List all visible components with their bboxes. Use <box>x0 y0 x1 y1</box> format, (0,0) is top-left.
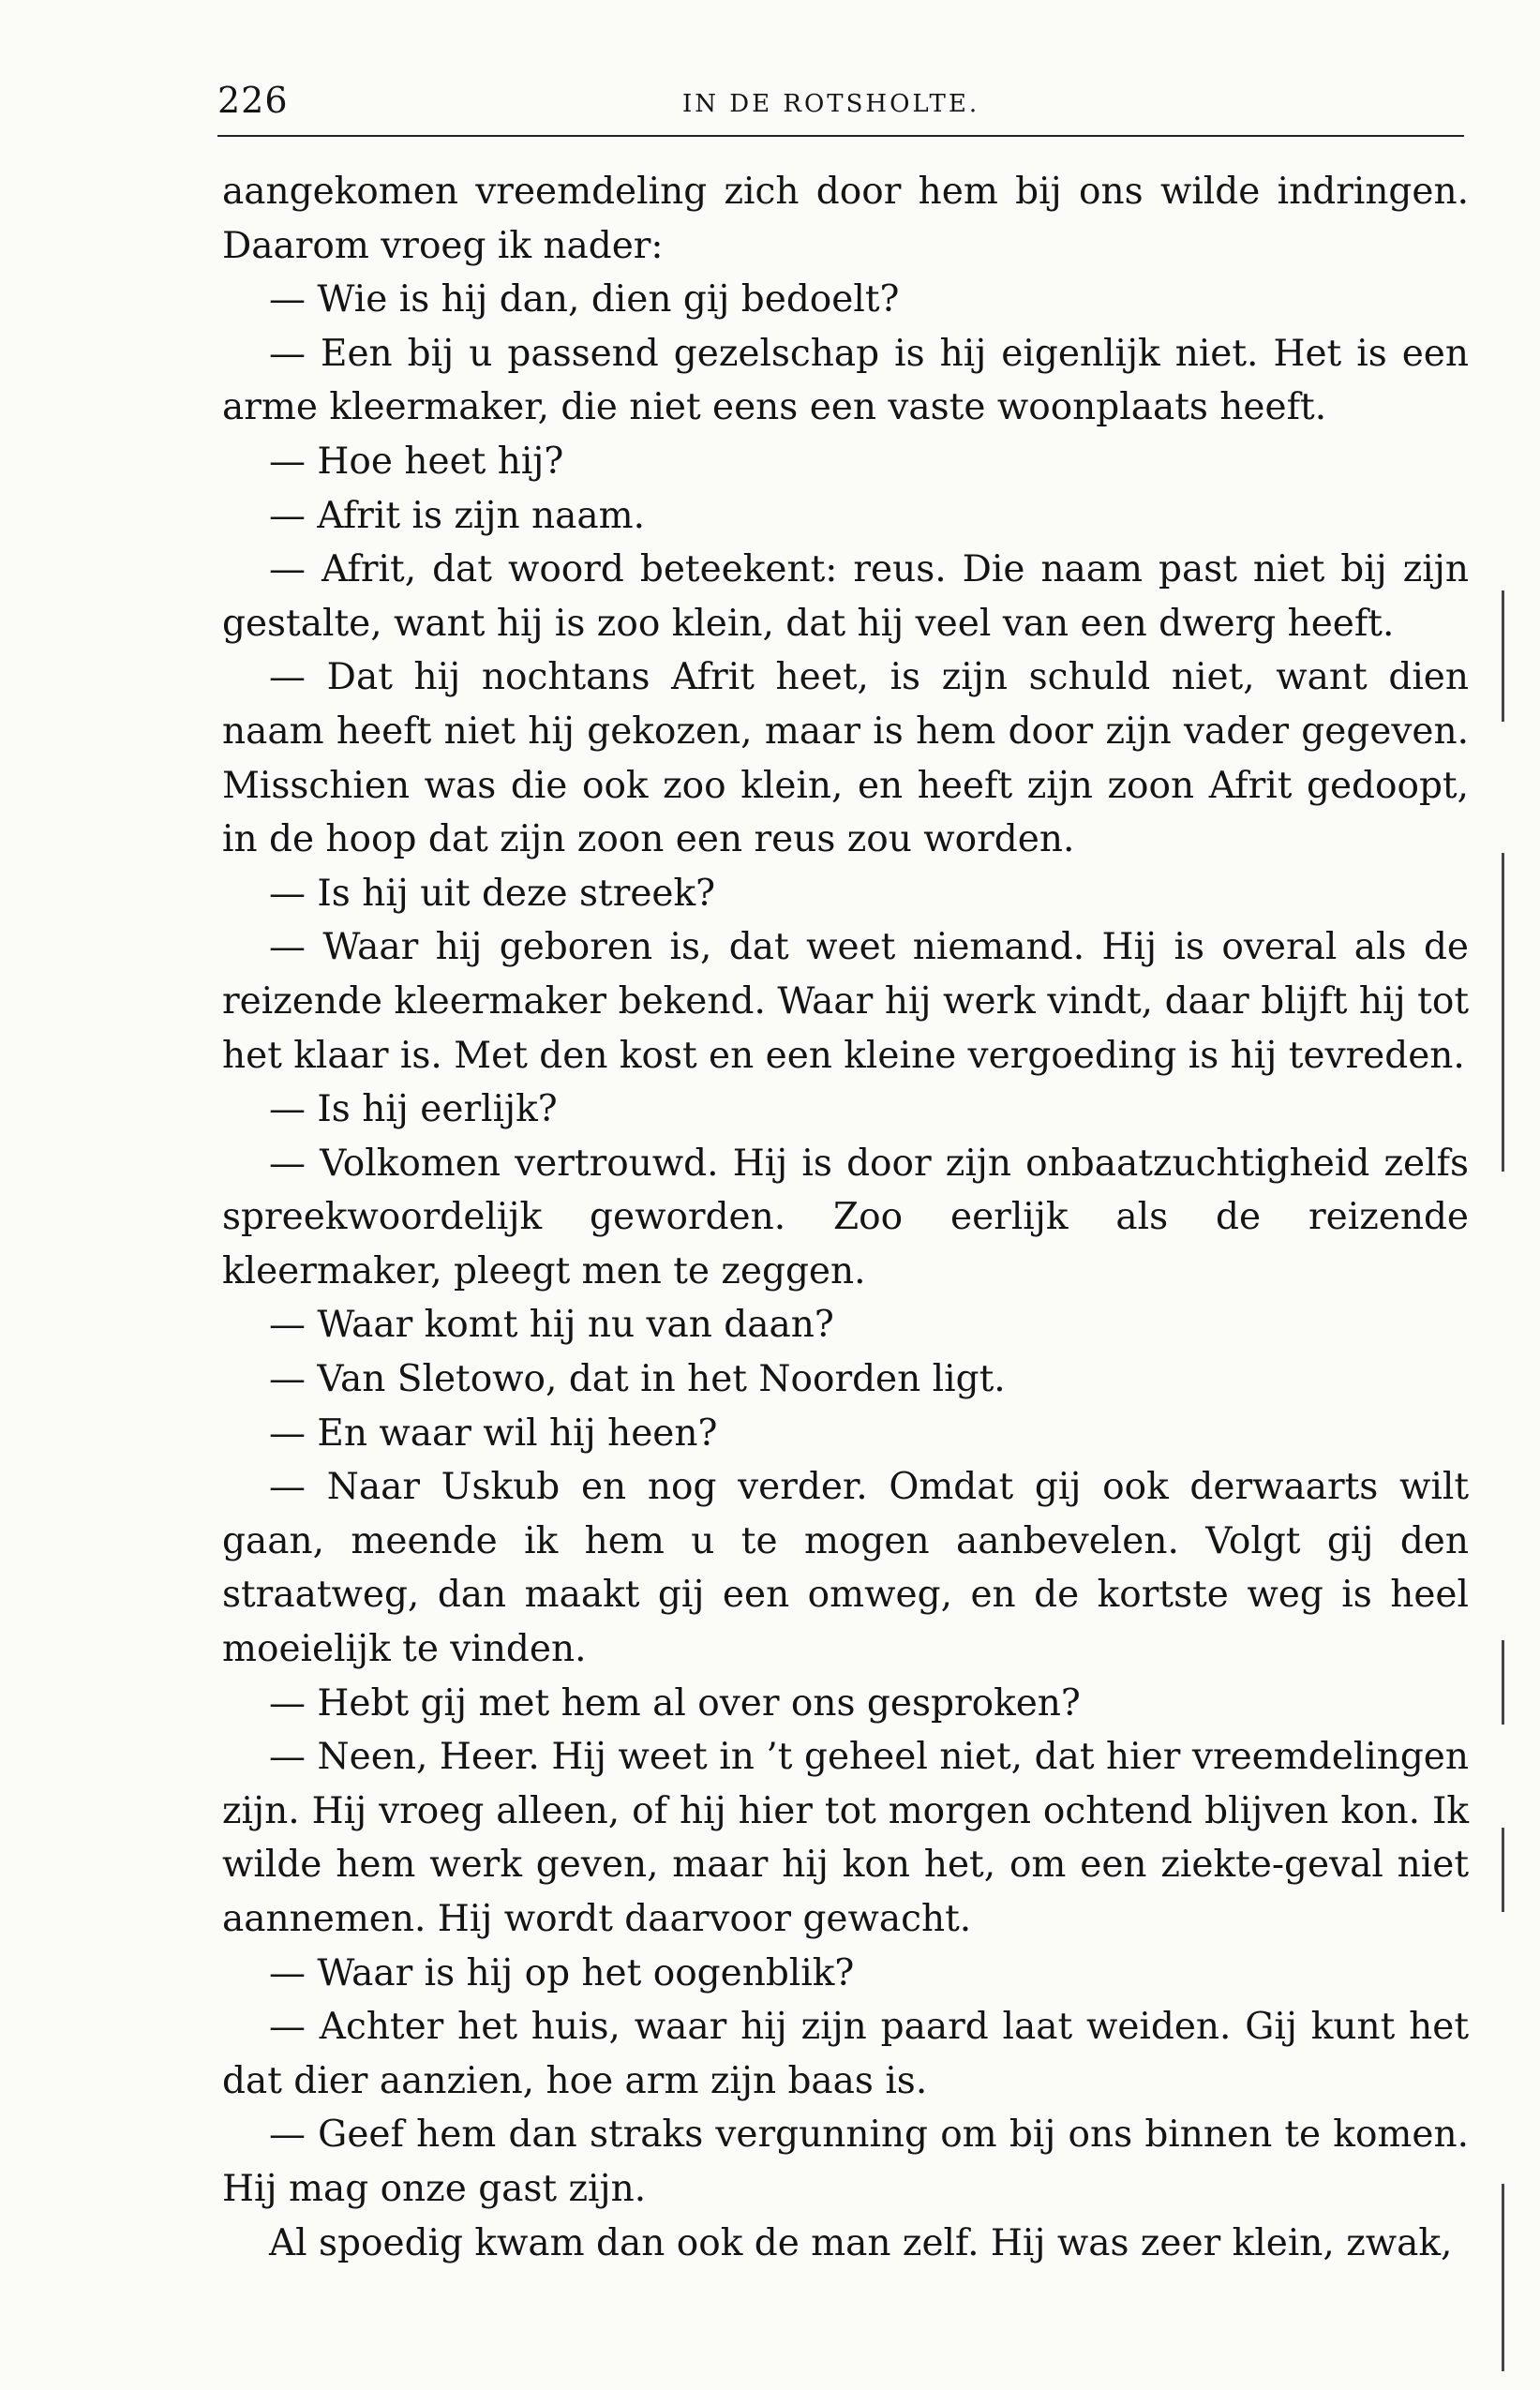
paragraph: — Hebt gij met hem al over ons gesproken? <box>269 1681 1081 1725</box>
paragraph: — Is hij eerlijk? <box>269 1088 558 1131</box>
body-text <box>222 165 1469 2270</box>
paragraph: — En waar wil hij heen? <box>269 1412 718 1455</box>
scan-mark <box>1502 2184 1504 2371</box>
paragraph: — Afrit, dat woord beteekent: reus. Die naam past niet bij zijn gestalte, want hij is zoo klein, dat hij veel van een dwerg heeft. <box>222 548 1469 645</box>
scan-mark <box>1502 1828 1504 1912</box>
paragraph: — Waar hij geboren is, dat weet niemand. Hij is overal als de reizende kleermaker bekend. Waar hij werk vindt, daar blijft hij tot het klaar is. Met den kost en een kleine vergoeding is hij tevreden. <box>222 926 1469 1077</box>
paragraph: — Hoe heet hij? <box>269 440 564 483</box>
paragraph: — Volkomen vertrouwd. Hij is door zijn onbaatzuchtigheid zelfs spreekwoordelijk geworden. Zoo eerlijk als de reizende kleermaker, pleegt men te zeggen. <box>222 1142 1469 1292</box>
running-title: IN DE ROTSHOLTE. <box>682 90 980 118</box>
paragraph: — Dat hij nochtans Afrit heet, is zijn schuld niet, want dien naam heeft niet hij gekozen, maar is hem door zijn vader gegeven. Misschien was die ook zoo klein, en heeft zijn zoon Afrit gedoopt, in de hoop dat zijn zoon een reus zou worden. <box>222 656 1469 861</box>
scan-mark <box>1502 590 1504 722</box>
paragraph: — Is hij uit deze streek? <box>269 872 716 915</box>
paragraph: — Geef hem dan straks vergunning om bij ons binnen te komen. Hij mag onze gast zijn. <box>222 2114 1469 2210</box>
paragraph: — Naar Uskub en nog verder. Omdat gij ook derwaarts wilt gaan, meende ik hem u te mogen aanbevelen. Volgt gij den straatweg, dan maakt gij een omweg, en de kortste weg is heel moeielijk te vinden. <box>222 1466 1469 1671</box>
paragraph: — Een bij u passend gezelschap is hij eigenlijk niet. Het is een arme kleermaker, die niet eens een vaste woonplaats heeft. <box>222 332 1469 429</box>
paragraph: — Waar komt hij nu van daan? <box>269 1304 834 1347</box>
paragraph: — Afrit is zijn naam. <box>269 494 646 537</box>
page-header <box>217 79 1464 137</box>
scan-mark <box>1502 1640 1504 1725</box>
paragraph: — Wie is hij dan, dien gij bedoelt? <box>269 278 900 321</box>
scan-edge-shadow <box>1502 141 1511 2296</box>
paragraph: — Van Sletowo, dat in het Noorden ligt. <box>269 1358 1006 1401</box>
paragraph: Al spoedig kwam dan ook de man zelf. Hij was zeer klein, zwak, <box>269 2221 1453 2264</box>
paragraph: — Neen, Heer. Hij weet in ’t geheel niet, dat hier vreemdelingen zijn. Hij vroeg alleen, of hij hier tot morgen ochtend blijven kon. Ik wilde hem werk geven, maar hij kon het, om een ziekte-geval niet aannemen. Hij wordt daarvoor gewacht. <box>222 1736 1469 1940</box>
scan-mark <box>1502 853 1504 1172</box>
paragraph: aangekomen vreemdeling zich door hem bij ons wilde indringen. Daarom vroeg ik nader: <box>222 171 1469 267</box>
page-number: 226 <box>217 80 289 121</box>
paragraph: — Achter het huis, waar hij zijn paard laat weiden. Gij kunt het dat dier aanzien, hoe arm zijn baas is. <box>222 2006 1469 2102</box>
paragraph: — Waar is hij op het oogenblik? <box>269 1951 855 1994</box>
